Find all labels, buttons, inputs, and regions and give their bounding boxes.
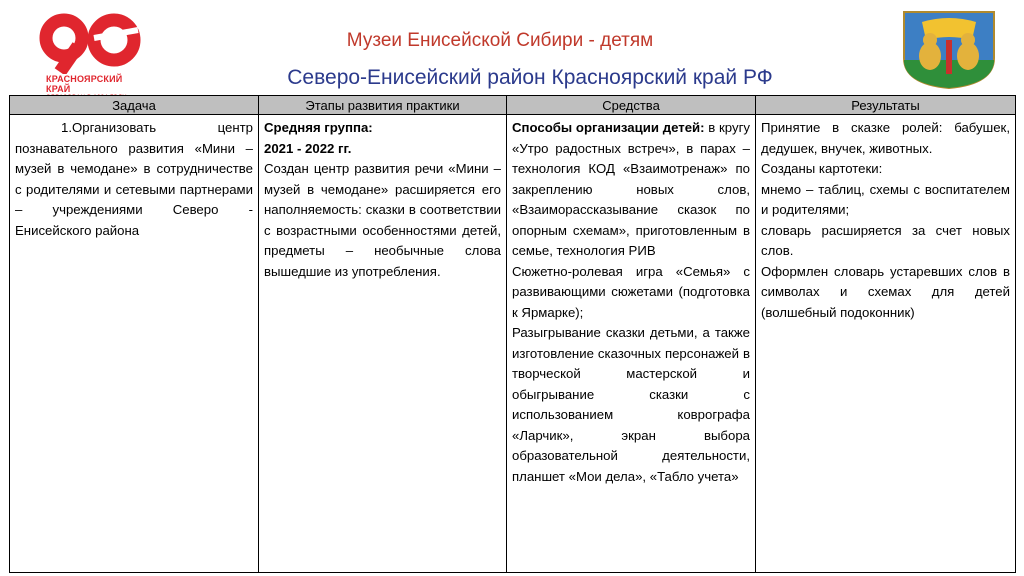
coat-of-arms-icon [902,10,996,90]
logo-text-region: КРАСНОЯРСКИЙ [46,74,123,84]
anniversary-logo [34,12,144,108]
means-text-2: Сюжетно-ролевая игра «Семья» с развивающими сюжетами (подготовка к Ярмарке); [512,263,750,320]
table-row [10,115,1016,573]
header-results: Результаты [756,96,1016,115]
stages-cell [259,115,507,573]
means-text-3: Разыгрывание сказки детьми, а также изготовление сказочных персонажей в творческой мастерской и обыгрывание сказки с использованием коврографа «Ларчик», экран выбора образовательной деятельности, планшет «Мои дела», «Табло учета» [512,325,750,484]
stages-years: 2021 - 2022 гг. [264,140,352,156]
means-heading: Способы организации детей: [512,120,705,135]
header-stages: Этапы развития практики [259,96,507,115]
results-text-2: Созданы картотеки: [761,161,883,176]
table-header-row [10,96,1016,115]
means-text-1: в кругу «Утро радостных встреч», в парах – технология КОД «Взаимотренаж» по закреплению новых слов, «Взаиморассказывание сказок по опорным схемам», приготовленным в семье, технология РИВ [512,120,750,258]
header-means: Средства [507,96,756,115]
header-task: Задача [10,96,259,115]
results-text-5: Оформлен словарь устаревших слов в символах и схемах для детей (волшебный подоконник) [761,263,1010,320]
stages-group: Средняя группа: [264,120,373,135]
page-subtitle: Северо-Енисейский район Красноярский край РФ [287,66,773,89]
task-cell [10,115,259,573]
results-cell [756,115,1016,573]
results-text-1: Принятие в сказке ролей: бабушек, дедушек, внучек, животных. [761,120,1010,156]
task-text: 1.Организовать центр познавательного развития «Мини – музей в чемодане» в сотрудничестве с родителями и сетевыми партнерами – учреждениями Северо - Енисейского района [15,120,253,238]
practice-table [9,95,1016,573]
stages-text: Создан центр развития речи «Мини – музей в чемодане» расширяется его наполняемость: сказки в соответствии с возрастными особенностями детей, предметы – необычные слова вышедшие из употребления. [264,161,501,279]
page-title: Музеи Енисейской Сибири - детям [346,30,654,51]
means-cell [507,115,756,573]
number-90-icon [34,12,144,74]
logo-text-region-2: КРАЙ [46,84,71,94]
results-text-3: мнемо – таблиц, схемы с воспитателем и родителями; [761,181,1010,217]
results-text-4: словарь расширяется за счет новых слов. [761,222,1010,258]
